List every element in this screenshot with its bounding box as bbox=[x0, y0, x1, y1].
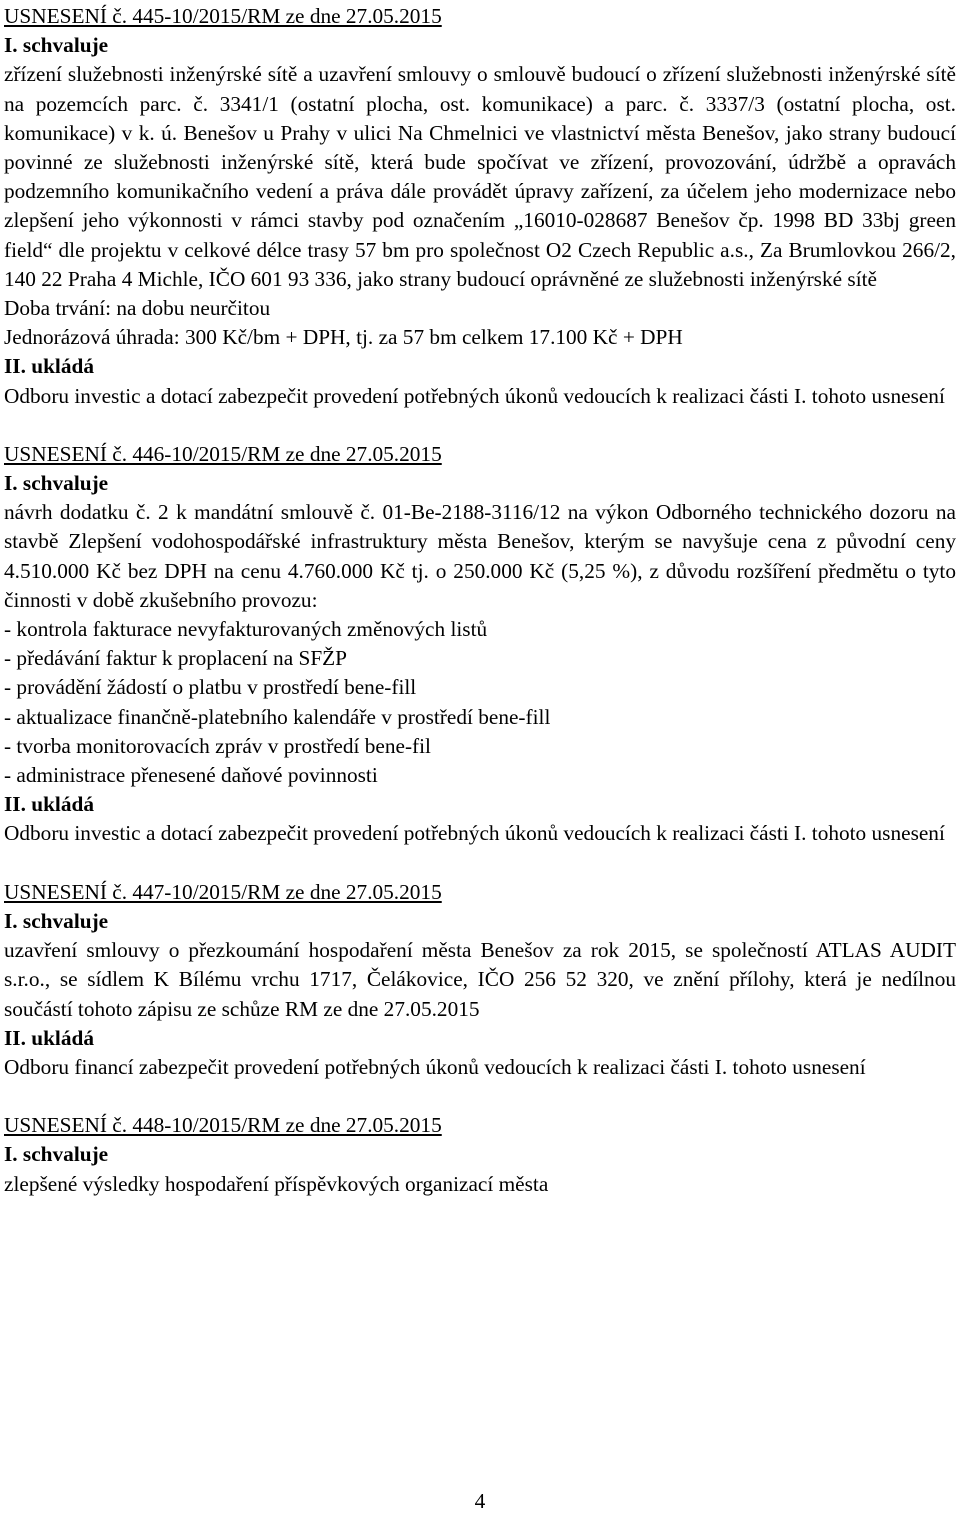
approves-detail-line: - provádění žádostí o platbu v prostředí bene-fill bbox=[4, 675, 417, 700]
assigns-label: II. ukládá bbox=[4, 792, 94, 817]
approves-detail-line: - tvorba monitorovacích zpráv v prostředí bene-fil bbox=[4, 733, 431, 758]
assigns-label: II. ukládá bbox=[4, 1025, 94, 1050]
resolution-title: USNESENÍ č. 448-10/2015/RM ze dne 27.05.2015 bbox=[4, 1113, 442, 1138]
approves-label: I. schvaluje bbox=[4, 33, 109, 58]
resolution-block bbox=[4, 1111, 956, 1199]
approves-label: I. schvaluje bbox=[4, 908, 109, 933]
approves-detail-line: - administrace přenesené daňové povinnosti bbox=[4, 763, 378, 788]
assigns-text: Odboru financí zabezpečit provedení potřebných úkonů vedoucích k realizaci části I. tohoto usnesení bbox=[4, 1054, 866, 1079]
approves-label: I. schvaluje bbox=[4, 471, 109, 496]
page-number: 4 bbox=[474, 1489, 486, 1513]
approves-text: uzavření smlouvy o přezkoumání hospodaření města Benešov za rok 2015, se společností ATLAS AUDIT s.r.o., se sídlem K Bílému vrchu 1717, Čelákovice, IČO 256 52 320, ve znění přílohy, která je nedílnou součástí tohoto zápisu ze schůze RM ze dne 27.05.2015 bbox=[4, 938, 956, 1021]
approves-detail-line: Doba trvání: na dobu neurčitou bbox=[4, 296, 271, 321]
assigns-label: II. ukládá bbox=[4, 354, 94, 379]
resolution-title: USNESENÍ č. 447-10/2015/RM ze dne 27.05.2015 bbox=[4, 879, 442, 904]
resolution-block bbox=[4, 2, 956, 411]
approves-detail-line: - aktualizace finančně-platebního kalendáře v prostředí bene-fill bbox=[4, 704, 551, 729]
approves-detail-line: Jednorázová úhrada: 300 Kč/bm + DPH, tj. za 57 bm celkem 17.100 Kč + DPH bbox=[4, 325, 683, 350]
document-page bbox=[4, 2, 956, 1199]
resolution-block bbox=[4, 440, 956, 849]
approves-detail-line: - kontrola fakturace nevyfakturovaných změnových listů bbox=[4, 617, 488, 642]
approves-text: zřízení služebnosti inženýrské sítě a uzavření smlouvy o smlouvě budoucí o zřízení služebnosti inženýrské sítě na pozemcích parc. č. 3341/1 (ostatní plocha, ost. komunikace) a parc. č. 3337/3 (ostatní plocha, ost. komunikace) v k. ú. Benešov u Prahy v ulici Na Chmelnici ve vlastnictví města Benešov, jako strany budoucí povinné ze služebnosti inženýrské sítě, která bude spočívat ve zřízení, provozování, údržbě a opravách podzemního komunikačního vedení a práva dále provádět úpravy zařízení, za účelem jeho modernizace nebo zlepšení jeho výkonnosti v rámci stavby pod označením „16010-028687 Benešov čp. 1998 BD 33bj green field“ dle projektu v celkové délce trasy 57 bm pro společnost O2 Czech Republic a.s., Za Brumlovkou 266/2, 140 22 Praha 4 Michle, IČO 601 93 336, jako strany budoucí oprávněné ze služebnosti inženýrské sítě bbox=[4, 62, 956, 291]
approves-detail-line: - předávání faktur k proplacení na SFŽP bbox=[4, 646, 348, 671]
approves-text: zlepšené výsledky hospodaření příspěvkových organizací města bbox=[4, 1171, 549, 1196]
assigns-text: Odboru investic a dotací zabezpečit provedení potřebných úkonů vedoucích k realizaci části I. tohoto usnesení bbox=[4, 821, 945, 846]
approves-text: návrh dodatku č. 2 k mandátní smlouvě č. 01-Be-2188-3116/12 na výkon Odborného technického dozoru na stavbě Zlepšení vodohospodářské infrastruktury města Benešov, kterým se navyšuje cena z původní ceny 4.510.000 Kč bez DPH na cenu 4.760.000 Kč tj. o 250.000 Kč (5,25 %), z důvodu rozšíření předmětu o tyto činnosti v době zkušebního provozu: bbox=[4, 500, 956, 612]
assigns-text: Odboru investic a dotací zabezpečit provedení potřebných úkonů vedoucích k realizaci části I. tohoto usnesení bbox=[4, 383, 945, 408]
resolution-title: USNESENÍ č. 445-10/2015/RM ze dne 27.05.2015 bbox=[4, 4, 442, 28]
resolution-block bbox=[4, 878, 956, 1082]
resolution-title: USNESENÍ č. 446-10/2015/RM ze dne 27.05.2015 bbox=[4, 441, 442, 466]
approves-label: I. schvaluje bbox=[4, 1142, 109, 1167]
